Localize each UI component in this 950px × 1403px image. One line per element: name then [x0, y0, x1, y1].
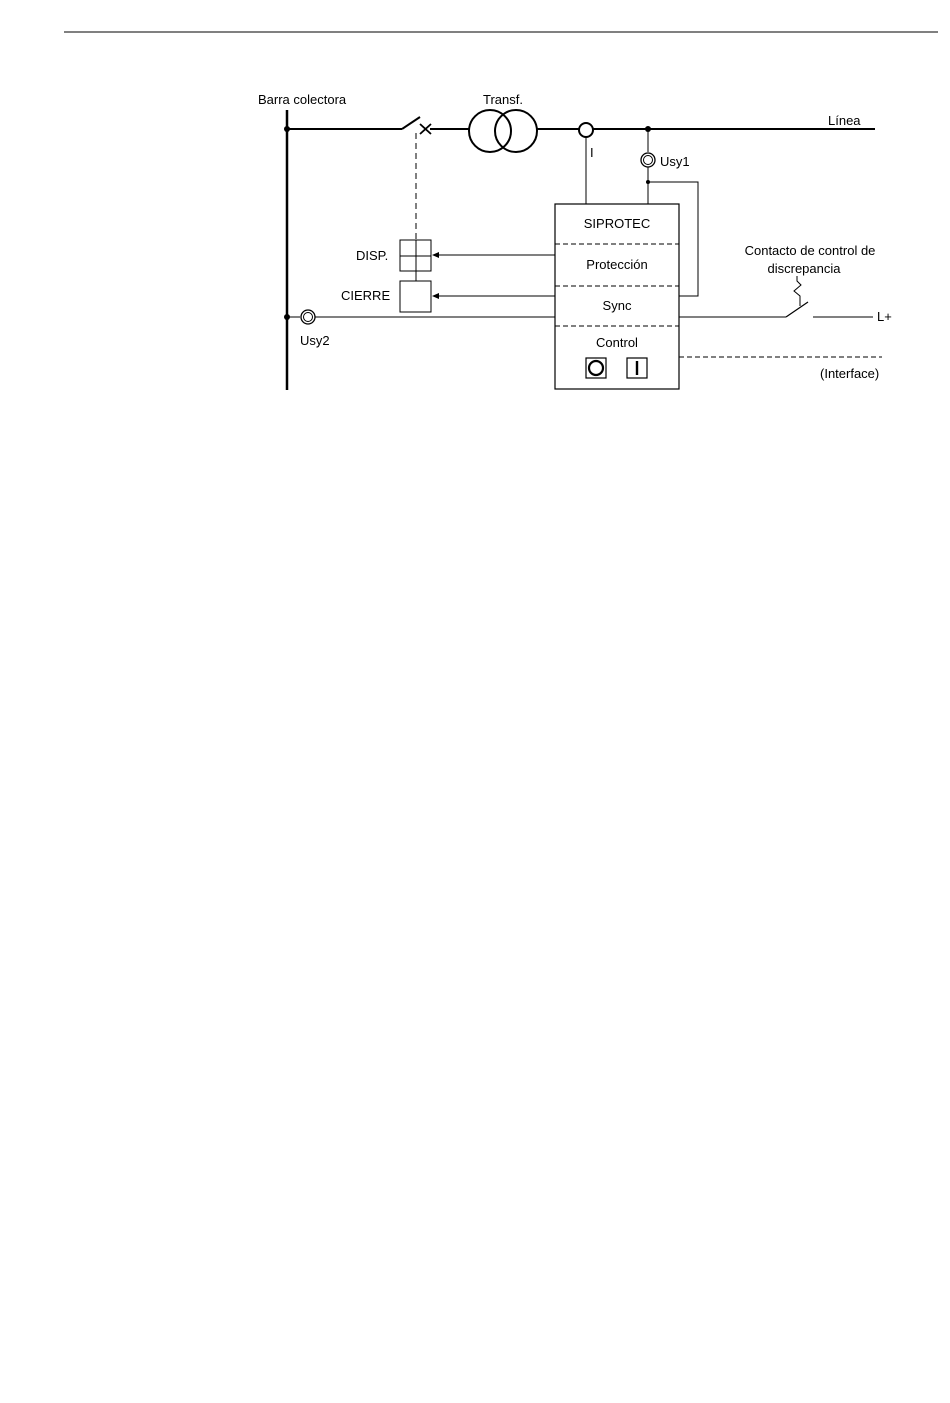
device-section-protection: Protección: [586, 257, 648, 272]
open-button-icon: [586, 358, 606, 378]
usy1-label: Usy1: [660, 154, 690, 169]
current-transformer-icon: [579, 123, 593, 137]
device-section-sync: Sync: [602, 298, 632, 313]
transformer-winding-2: [495, 110, 537, 152]
discrepancy-actuator-icon: [794, 276, 801, 306]
trip-label: DISP.: [356, 248, 389, 263]
close-button-icon: [627, 358, 647, 378]
close-label: CIERRE: [341, 288, 391, 303]
busbar-label: Barra colectora: [258, 92, 347, 107]
usy2-vt-icon: [301, 310, 315, 324]
close-arrow-icon: [432, 293, 439, 299]
breaker-x-icon: [420, 124, 431, 134]
current-label: I: [590, 145, 594, 160]
close-coil: [400, 281, 431, 312]
transformer-winding-1: [469, 110, 511, 152]
usy2-label: Usy2: [300, 333, 330, 348]
l-plus-label: L+: [877, 309, 892, 324]
usy1-vt-icon: [641, 153, 655, 167]
interface-label: (Interface): [820, 366, 880, 381]
device-name: SIPROTEC: [583, 216, 651, 231]
discrepancy-contact-blade: [786, 302, 808, 317]
device-section-control: Control: [596, 335, 638, 350]
transformer-label: Transf.: [483, 92, 523, 107]
busbar-junction: [284, 126, 290, 132]
siprotec-device: [555, 204, 679, 389]
breaker-blade: [402, 117, 420, 129]
discrepancy-label-line2: discrepancia: [767, 261, 841, 276]
discrepancy-label-line1: Contacto de control de: [744, 243, 876, 258]
line-label: Línea: [828, 113, 861, 128]
trip-arrow-icon: [432, 252, 439, 258]
